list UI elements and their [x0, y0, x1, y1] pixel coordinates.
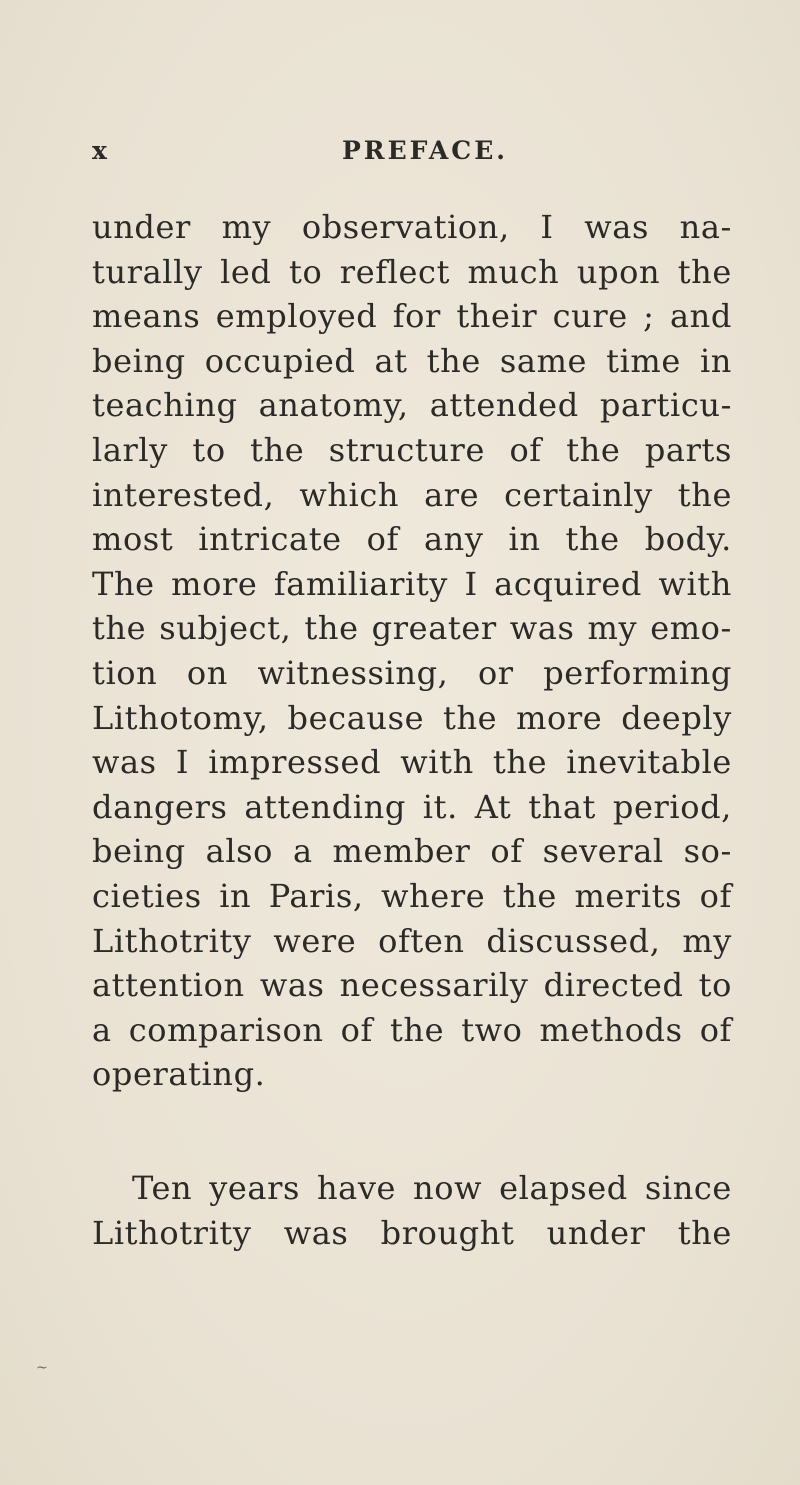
text-line	[92, 250, 732, 295]
word: impressed	[208, 743, 382, 782]
word: or	[477, 653, 514, 692]
word: reflect	[339, 252, 451, 291]
word: turally	[92, 252, 203, 291]
text-line	[92, 205, 732, 250]
word: same	[499, 341, 588, 380]
word: acquired	[494, 564, 642, 603]
word: operating.	[92, 1055, 266, 1094]
text-line	[92, 963, 732, 1008]
word: in	[219, 876, 252, 915]
word: means	[92, 297, 201, 336]
word: a	[92, 1010, 112, 1049]
text-line	[92, 1052, 732, 1097]
word: upon	[576, 252, 661, 291]
word: several	[542, 832, 664, 871]
word: more	[171, 564, 258, 603]
word: deeply	[621, 698, 732, 737]
word: to	[289, 252, 323, 291]
word: witnessing,	[257, 653, 449, 692]
word: Ten	[132, 1169, 193, 1207]
word: of	[340, 1010, 373, 1049]
word: time	[606, 341, 681, 380]
word: intricate	[198, 520, 342, 559]
word: the	[250, 430, 305, 469]
word: the	[502, 876, 557, 915]
word: my	[587, 609, 638, 648]
word: certainly	[504, 475, 653, 514]
word: methods	[539, 1010, 683, 1049]
word: the	[677, 252, 732, 291]
word: so-	[683, 832, 732, 871]
word: in	[508, 520, 541, 559]
text-line	[92, 696, 732, 741]
word: was	[584, 208, 649, 246]
text-line	[92, 562, 732, 607]
text-line	[92, 919, 732, 964]
word: body.	[644, 520, 732, 559]
word: the	[565, 520, 620, 559]
word: two	[461, 1010, 523, 1049]
word: my	[682, 921, 732, 960]
word: performing	[543, 653, 732, 692]
word: teaching	[92, 386, 238, 425]
word: familiarity	[273, 564, 448, 603]
word: have	[316, 1169, 397, 1207]
word: the	[304, 609, 359, 648]
word: at	[374, 341, 408, 380]
paragraph-2	[92, 1166, 732, 1255]
word: also	[205, 832, 274, 871]
word: are	[424, 475, 480, 514]
paragraph-1	[92, 205, 732, 1097]
word: na-	[679, 208, 732, 246]
word: interested,	[92, 475, 275, 514]
word: ;	[643, 297, 655, 336]
word: I	[464, 564, 478, 603]
word: observation,	[301, 208, 510, 246]
word: it.	[422, 787, 458, 826]
word: of	[699, 1010, 732, 1049]
word: inevitable	[566, 743, 732, 782]
word: of	[490, 832, 523, 871]
word: under	[92, 208, 191, 246]
text-line	[92, 428, 732, 473]
word: particu-	[599, 386, 732, 425]
word: any	[423, 520, 484, 559]
word: often	[378, 921, 465, 960]
text-line	[92, 1166, 732, 1211]
text-line	[92, 517, 732, 562]
word: being	[92, 832, 186, 871]
word: for	[392, 297, 441, 336]
word: much	[467, 252, 560, 291]
word: most	[92, 520, 174, 559]
word: the	[677, 1213, 732, 1252]
word: to	[192, 430, 226, 469]
word: attending	[244, 787, 406, 826]
word: under	[546, 1213, 646, 1252]
text-line	[92, 874, 732, 919]
page-header	[92, 136, 732, 176]
word: merits	[574, 876, 683, 915]
word: the	[677, 475, 732, 514]
text-line	[92, 740, 732, 785]
word: Lithotomy,	[92, 698, 269, 737]
text-line	[92, 785, 732, 830]
word: since	[644, 1169, 732, 1207]
text-line	[92, 294, 732, 339]
word: discussed,	[486, 921, 661, 960]
word: attended	[429, 386, 579, 425]
word: I	[540, 208, 554, 246]
word: my	[221, 208, 272, 246]
word: tion	[92, 653, 158, 692]
word: subject,	[159, 609, 292, 648]
word: the	[92, 609, 147, 648]
word: the	[492, 743, 548, 782]
text-line	[92, 1211, 732, 1256]
word: At	[474, 787, 512, 826]
word: cieties	[92, 876, 202, 915]
word: Paris,	[268, 876, 364, 915]
word: structure	[328, 430, 485, 469]
text-line	[92, 1008, 732, 1053]
word: to	[698, 966, 732, 1005]
word: I	[175, 743, 190, 782]
word: years	[209, 1169, 300, 1207]
word: attention	[92, 966, 245, 1005]
word: of	[366, 520, 399, 559]
word: on	[186, 653, 228, 692]
word: the	[566, 430, 621, 469]
word: elapsed	[499, 1169, 628, 1207]
word: member	[332, 832, 471, 871]
word: cure	[552, 297, 628, 336]
word: led	[220, 252, 272, 291]
word: larly	[92, 430, 168, 469]
word: anatomy,	[258, 386, 409, 425]
word: of	[699, 876, 732, 915]
word: more	[516, 698, 603, 737]
word: was	[509, 609, 575, 648]
word: The	[92, 564, 155, 603]
word: being	[92, 341, 186, 380]
word: because	[287, 698, 425, 737]
word: the	[443, 698, 498, 737]
word: Lithotrity	[92, 1213, 252, 1252]
word: employed	[215, 297, 378, 336]
text-line	[92, 339, 732, 384]
word: Lithotrity	[92, 921, 252, 960]
word: which	[299, 475, 400, 514]
text-line	[92, 383, 732, 428]
word: of	[509, 430, 542, 469]
word: was	[283, 1213, 349, 1252]
word: brought	[380, 1213, 515, 1252]
word: occupied	[204, 341, 356, 380]
page-number: x	[92, 136, 108, 165]
word: where	[381, 876, 486, 915]
word: and	[669, 297, 732, 336]
word: parts	[644, 430, 732, 469]
word: was	[92, 743, 157, 782]
text-line	[92, 606, 732, 651]
word: the	[389, 1010, 445, 1049]
word: with	[400, 743, 474, 782]
word: that	[528, 787, 597, 826]
word: period,	[612, 787, 732, 826]
text-line	[92, 829, 732, 874]
word: dangers	[92, 787, 228, 826]
word: directed	[543, 966, 684, 1005]
word: a	[292, 832, 313, 871]
word: with	[658, 564, 732, 603]
stray-mark: ~	[36, 1360, 48, 1376]
word: their	[456, 297, 538, 336]
word: were	[273, 921, 357, 960]
text-line	[92, 473, 732, 518]
word: was	[259, 966, 325, 1005]
running-head-title: PREFACE.	[342, 136, 508, 165]
word: the	[426, 341, 481, 380]
word: greater	[371, 609, 497, 648]
word: necessarily	[339, 966, 529, 1005]
word: in	[699, 341, 732, 380]
word: now	[413, 1169, 483, 1207]
text-line	[92, 651, 732, 696]
word: comparison	[128, 1010, 324, 1049]
word: emo-	[650, 609, 732, 648]
